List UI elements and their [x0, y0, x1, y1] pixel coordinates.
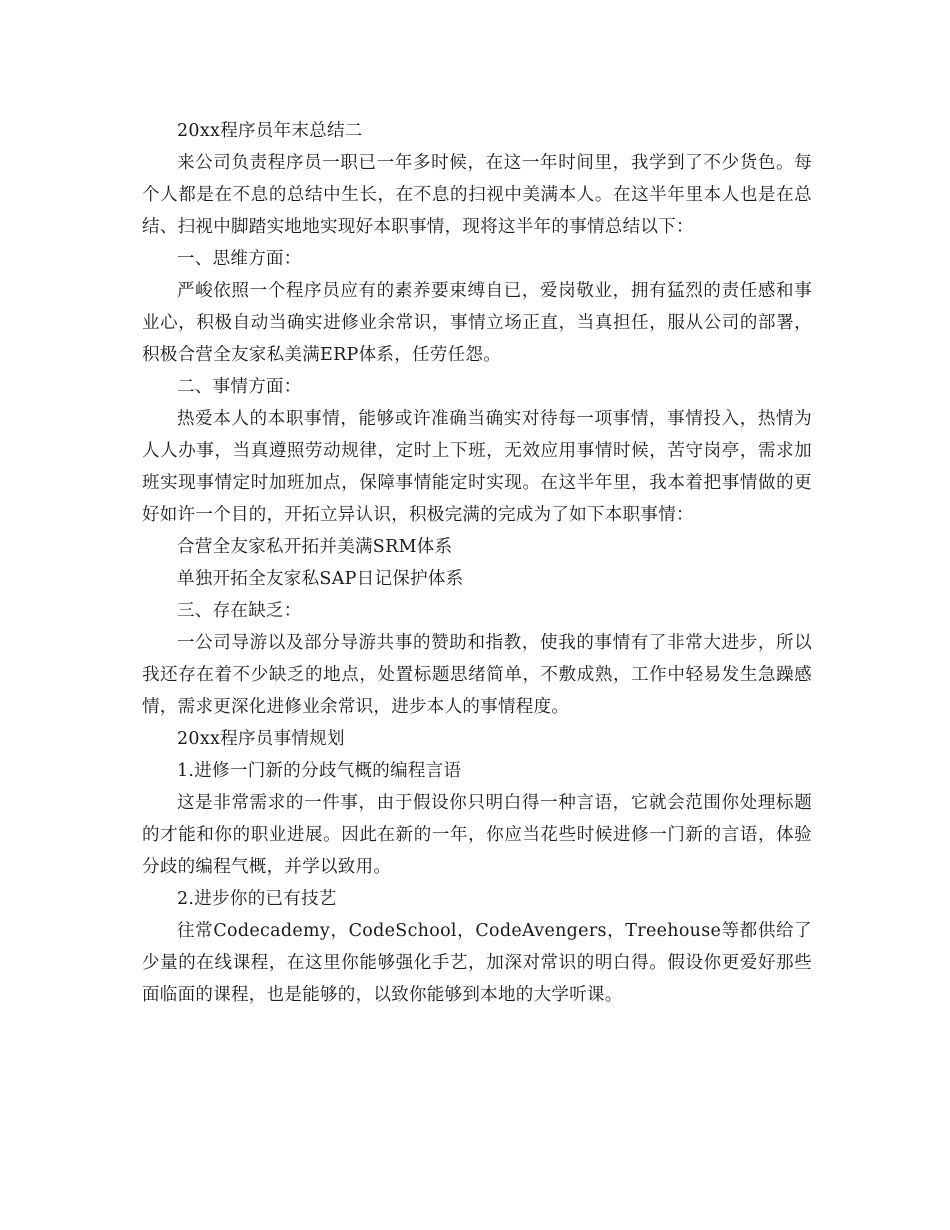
plan-item-2-heading: 2.进步你的已有技艺: [177, 889, 337, 909]
heading-thinking: 一、思维方面：: [177, 249, 302, 269]
intro-paragraph: 来公司负责程序员一职已一年多时候，在这一年时间里，我学到了不少货色。每个人都是在不息的总结中生长，在不息的扫视中美满本人。在这半年里本人也是在总结、扫视中脚踏实地地实现好本职事情，现将这半年的事情总结以下：: [142, 153, 812, 237]
document-body: [142, 115, 812, 1011]
heading-work: 二、事情方面：: [177, 377, 302, 397]
work-item-sap: 单独开拓全友家私SAP日记保护体系: [177, 569, 464, 589]
plan-item-2-paragraph: 往常Codecademy，CodeSchool，CodeAvengers，Treehouse等都供给了少量的在线课程，在这里你能够强化手艺，加深对常识的明白得。假设你更爱好那些面临面的课程，也是能够的，以致你能够到本地的大学听课。: [142, 921, 812, 1005]
heading-shortcomings: 三、存在缺乏：: [177, 601, 302, 621]
plan-item-1-paragraph: 这是非常需求的一件事，由于假设你只明白得一种言语，它就会范围你处理标题的才能和你的职业进展。因此在新的一年，你应当花些时候进修一门新的言语，体验分歧的编程气概，并学以致用。: [142, 793, 812, 877]
section-title-work-plan: 20xx程序员事情规划: [177, 729, 345, 749]
work-item-srm: 合营全友家私开拓并美满SRM体系: [177, 537, 453, 557]
shortcomings-paragraph: 一公司导游以及部分导游共事的赞助和指教，使我的事情有了非常大进步，所以我还存在着不少缺乏的地点，处置标题思绪简单，不敷成熟，工作中轻易发生急躁感情，需求更深化进修业余常识，进步本人的事情程度。: [142, 633, 812, 717]
plan-item-1-heading: 1.进修一门新的分歧气概的编程言语: [177, 761, 462, 781]
section-title-annual-summary: 20xx程序员年末总结二: [177, 121, 363, 141]
work-paragraph: 热爱本人的本职事情，能够或许准确当确实对待每一项事情，事情投入，热情为人人办事，当真遵照劳动规律，定时上下班，无效应用事情时候，苦守岗亭，需求加班实现事情定时加班加点，保障事情能定时实现。在这半年里，我本着把事情做的更好如许一个目的，开拓立异认识，积极完满的完成为了如下本职事情：: [142, 409, 812, 525]
thinking-paragraph: 严峻依照一个程序员应有的素养要束缚自已，爱岗敬业，拥有猛烈的责任感和事业心，积极自动当确实进修业余常识，事情立场正直，当真担任，服从公司的部署，积极合营全友家私美满ERP体系，任劳任怨。: [142, 281, 812, 365]
